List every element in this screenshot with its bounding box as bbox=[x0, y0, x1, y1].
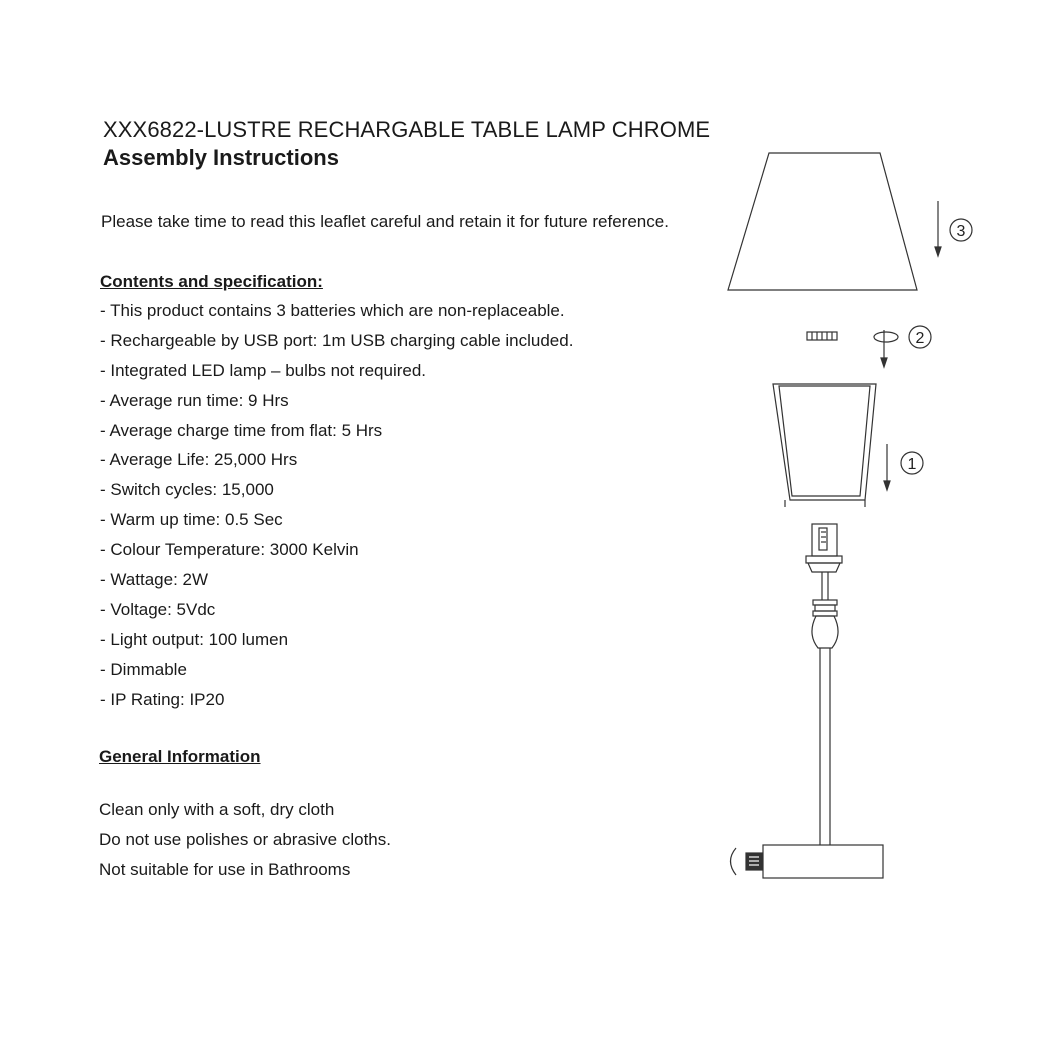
spec-item: - Light output: 100 lumen bbox=[100, 629, 289, 649]
intro-text: Please take time to read this leaflet careful and retain it for future reference. bbox=[101, 212, 669, 231]
spec-item: - Average run time: 9 Hrs bbox=[100, 390, 289, 410]
document-subtitle: Assembly Instructions bbox=[103, 145, 339, 170]
step-2-label: 2 bbox=[915, 330, 925, 347]
spec-item: - Wattage: 2W bbox=[100, 570, 209, 590]
spec-item: - Warm up time: 0.5 Sec bbox=[100, 510, 283, 530]
spec-item: - Average charge time from flat: 5 Hrs bbox=[100, 420, 383, 440]
usb-plug-icon bbox=[731, 848, 763, 875]
spec-item: - This product contains 3 batteries which are non-replaceable. bbox=[100, 301, 565, 320]
lamp-base bbox=[763, 845, 883, 878]
step-3-arrow bbox=[935, 201, 941, 256]
document-title: XXX6822-LUSTRE RECHARGABLE TABLE LAMP CHROME bbox=[103, 117, 711, 142]
spec-item: - Switch cycles: 15,000 bbox=[100, 480, 274, 500]
spec-item: - IP Rating: IP20 bbox=[100, 689, 225, 709]
general-information-heading: General Information bbox=[99, 747, 261, 766]
step-1-label: 1 bbox=[907, 456, 917, 473]
diffuser-cup bbox=[773, 384, 876, 507]
info-item: Do not use polishes or abrasive cloths. bbox=[99, 830, 391, 849]
stem-connector bbox=[806, 524, 842, 572]
spec-item: - Voltage: 5Vdc bbox=[100, 599, 216, 619]
info-item: Not suitable for use in Bathrooms bbox=[99, 860, 351, 879]
step-2-rotate-arrow bbox=[874, 330, 898, 367]
contents-heading: Contents and specification: bbox=[100, 272, 323, 291]
spec-item: - Integrated LED lamp – bulbs not required. bbox=[100, 360, 427, 380]
spec-item: - Rechargeable by USB port: 1m USB charging cable included. bbox=[100, 330, 574, 350]
lamp-shade bbox=[728, 153, 917, 290]
step-3-label: 3 bbox=[956, 223, 966, 240]
lamp-stem bbox=[812, 572, 838, 845]
spec-item: - Dimmable bbox=[100, 659, 187, 679]
spec-item: - Colour Temperature: 3000 Kelvin bbox=[100, 540, 359, 560]
spec-item: - Average Life: 25,000 Hrs bbox=[100, 450, 298, 470]
led-module bbox=[807, 332, 837, 340]
step-1-arrow bbox=[884, 444, 890, 490]
info-item: Clean only with a soft, dry cloth bbox=[99, 800, 335, 819]
